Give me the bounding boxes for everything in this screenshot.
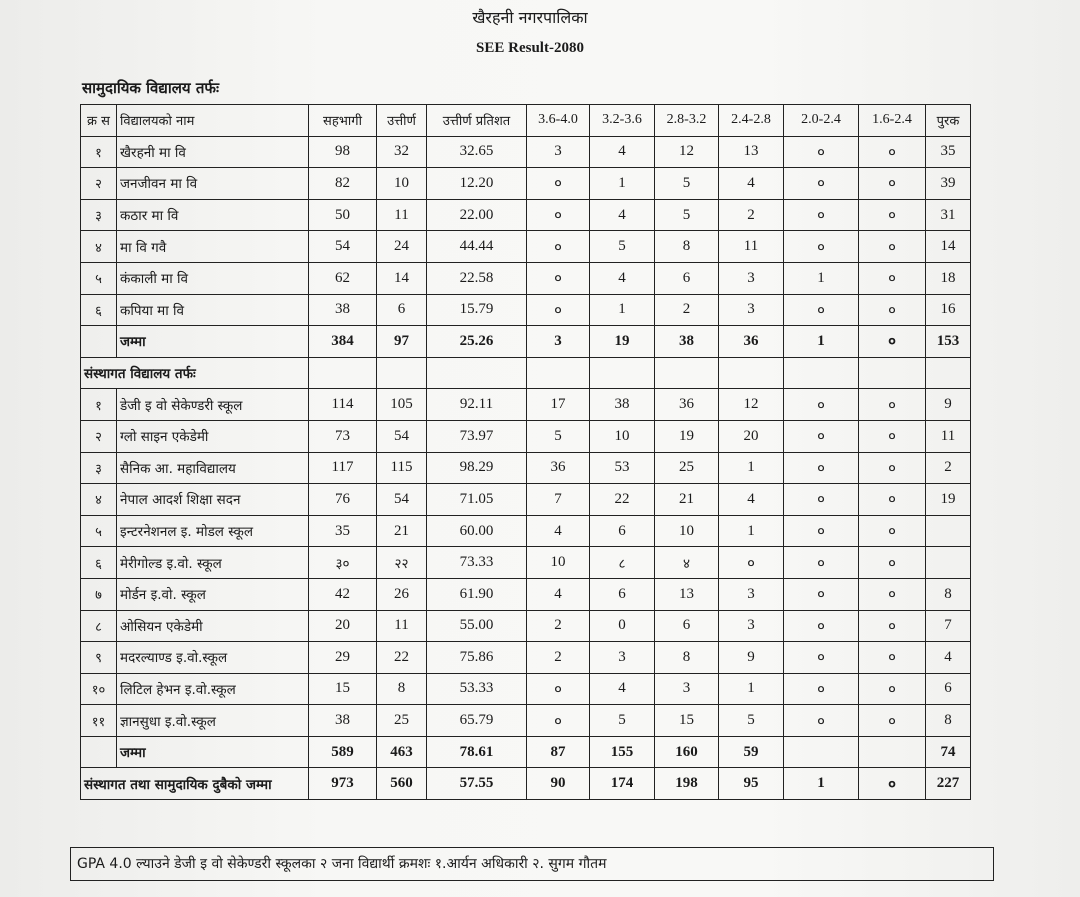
table-cell: 17 xyxy=(527,389,590,421)
table-cell: 1 xyxy=(590,294,655,326)
table-cell: ० xyxy=(859,294,926,326)
table-cell: ० xyxy=(527,262,590,294)
table-cell: ० xyxy=(784,547,859,579)
table-cell: ० xyxy=(784,578,859,610)
table-cell: 16 xyxy=(926,294,971,326)
table-row xyxy=(81,231,971,263)
table-cell: 38 xyxy=(309,705,377,737)
table-cell: 73 xyxy=(309,420,377,452)
empty-cell xyxy=(527,357,590,389)
table-cell: 50 xyxy=(309,199,377,231)
table-row xyxy=(81,420,971,452)
table-cell: ० xyxy=(859,452,926,484)
table-cell: ८ xyxy=(590,547,655,579)
table-cell: ६ xyxy=(81,294,117,326)
table-cell: 44.44 xyxy=(427,231,527,263)
empty-cell xyxy=(719,357,784,389)
table-cell: 2 xyxy=(655,294,719,326)
column-header: 2.4-2.8 xyxy=(719,105,784,137)
table-cell: 35 xyxy=(309,515,377,547)
table-cell: 6 xyxy=(377,294,427,326)
table-cell: 4 xyxy=(527,578,590,610)
table-row xyxy=(81,610,971,642)
table-cell: 38 xyxy=(309,294,377,326)
grand-total-label-cell xyxy=(81,768,309,800)
table-cell: 11 xyxy=(719,231,784,263)
table-cell: 53 xyxy=(590,452,655,484)
table-cell: 20 xyxy=(719,420,784,452)
table-cell: 25.26 xyxy=(427,326,527,358)
table-cell: जम्मा xyxy=(117,736,309,768)
table-cell: 15.79 xyxy=(427,294,527,326)
table-cell: 105 xyxy=(377,389,427,421)
table-cell: 61.90 xyxy=(427,578,527,610)
table-cell: 31 xyxy=(926,199,971,231)
results-table xyxy=(80,104,971,800)
table-cell: 2 xyxy=(527,642,590,674)
table-cell: 10 xyxy=(655,515,719,547)
table-cell xyxy=(81,736,117,768)
table-cell: कपिया मा वि xyxy=(117,294,309,326)
table-cell: 25 xyxy=(655,452,719,484)
table-cell: 38 xyxy=(590,389,655,421)
table-cell: 1 xyxy=(719,515,784,547)
table-cell: 13 xyxy=(655,578,719,610)
table-cell: कठार मा वि xyxy=(117,199,309,231)
table-cell xyxy=(926,515,971,547)
table-cell: 6 xyxy=(590,578,655,610)
table-row xyxy=(81,673,971,705)
table-cell: 3 xyxy=(655,673,719,705)
table-cell: ० xyxy=(859,610,926,642)
table-cell: 36 xyxy=(655,389,719,421)
table-cell: 8 xyxy=(926,705,971,737)
table-cell: 1 xyxy=(719,452,784,484)
table-cell: 82 xyxy=(309,168,377,200)
table-cell: 22 xyxy=(377,642,427,674)
table-cell: ० xyxy=(527,705,590,737)
table-row xyxy=(81,168,971,200)
table-cell: 36 xyxy=(719,326,784,358)
table-cell: 4 xyxy=(590,199,655,231)
table-cell: 22 xyxy=(590,484,655,516)
table-cell: 20 xyxy=(309,610,377,642)
table-cell: 4 xyxy=(527,515,590,547)
table-cell: ग्लो साइन एकेडेमी xyxy=(117,420,309,452)
table-cell: 1 xyxy=(719,673,784,705)
table-cell: 32.65 xyxy=(427,136,527,168)
table-cell: ० xyxy=(859,642,926,674)
table-cell: ५ xyxy=(81,515,117,547)
table-cell: 15 xyxy=(655,705,719,737)
table-cell: 54 xyxy=(377,484,427,516)
table-cell: ० xyxy=(859,578,926,610)
table-cell: 10 xyxy=(377,168,427,200)
table-cell: 15 xyxy=(309,673,377,705)
table-cell: ११ xyxy=(81,705,117,737)
table-cell: 8 xyxy=(926,578,971,610)
table-cell: २ xyxy=(81,168,117,200)
table-cell: 95 xyxy=(719,768,784,800)
table-cell: इन्टरनेशनल इ. मोडल स्कूल xyxy=(117,515,309,547)
table-cell: 12 xyxy=(719,389,784,421)
table-cell: 11 xyxy=(377,610,427,642)
table-cell: 3 xyxy=(719,610,784,642)
table-cell: मोर्डन इ.वो. स्कूल xyxy=(117,578,309,610)
table-cell: 36 xyxy=(527,452,590,484)
table-cell: 589 xyxy=(309,736,377,768)
column-header: क्र स xyxy=(81,105,117,137)
table-cell: ४ xyxy=(655,547,719,579)
table-cell: २ xyxy=(81,420,117,452)
table-cell: 4 xyxy=(590,673,655,705)
empty-cell xyxy=(655,357,719,389)
table-cell: 60.00 xyxy=(427,515,527,547)
empty-cell xyxy=(590,357,655,389)
table-row xyxy=(81,452,971,484)
table-cell: 11 xyxy=(926,420,971,452)
table-cell: 11 xyxy=(377,199,427,231)
table-cell: मदरल्याण्ड इ.वो.स्कूल xyxy=(117,642,309,674)
table-cell: ० xyxy=(527,168,590,200)
table-cell: १ xyxy=(81,389,117,421)
table-cell: 59 xyxy=(719,736,784,768)
table-cell: ० xyxy=(859,420,926,452)
table-cell: ० xyxy=(784,484,859,516)
table-cell: 97 xyxy=(377,326,427,358)
table-cell: 1 xyxy=(590,168,655,200)
table-cell: 5 xyxy=(655,168,719,200)
table-cell: 54 xyxy=(309,231,377,263)
table-cell: 227 xyxy=(926,768,971,800)
table-row xyxy=(81,136,971,168)
document-title: SEE Result-2080 xyxy=(476,40,584,56)
table-cell: ० xyxy=(859,768,926,800)
table-cell: ज्ञानसुधा इ.वो.स्कूल xyxy=(117,705,309,737)
table-cell: 18 xyxy=(926,262,971,294)
column-header: 1.6-2.4 xyxy=(859,105,926,137)
table-cell: ३ xyxy=(81,199,117,231)
table-cell: 55.00 xyxy=(427,610,527,642)
table-cell: 5 xyxy=(590,705,655,737)
table-cell: नेपाल आदर्श शिक्षा सदन xyxy=(117,484,309,516)
table-cell: ४ xyxy=(81,484,117,516)
table-cell: 3 xyxy=(719,578,784,610)
community-total-row xyxy=(81,326,971,358)
table-cell: 39 xyxy=(926,168,971,200)
table-cell: 6 xyxy=(926,673,971,705)
table-cell: 87 xyxy=(527,736,590,768)
table-cell: 160 xyxy=(655,736,719,768)
table-cell: ० xyxy=(527,231,590,263)
table-cell: 115 xyxy=(377,452,427,484)
table-row xyxy=(81,642,971,674)
empty-cell xyxy=(377,357,427,389)
table-cell: ० xyxy=(784,515,859,547)
column-header: उत्तीर्ण xyxy=(377,105,427,137)
column-header: उत्तीर्ण प्रतिशत xyxy=(427,105,527,137)
table-cell: कंकाली मा वि xyxy=(117,262,309,294)
table-header-row xyxy=(81,105,971,137)
table-cell: 35 xyxy=(926,136,971,168)
table-cell: 463 xyxy=(377,736,427,768)
table-cell: 973 xyxy=(309,768,377,800)
table-row xyxy=(81,547,971,579)
section-heading-row xyxy=(81,357,971,389)
table-cell: ० xyxy=(859,262,926,294)
table-cell: ० xyxy=(859,136,926,168)
table-cell: 8 xyxy=(655,231,719,263)
table-cell: ० xyxy=(784,231,859,263)
table-cell: ८ xyxy=(81,610,117,642)
table-cell: 0 xyxy=(590,610,655,642)
table-cell: 198 xyxy=(655,768,719,800)
table-cell: 73.97 xyxy=(427,420,527,452)
table-cell: 42 xyxy=(309,578,377,610)
table-cell: 10 xyxy=(590,420,655,452)
table-row xyxy=(81,484,971,516)
table-cell: ० xyxy=(784,136,859,168)
table-cell: ० xyxy=(784,294,859,326)
column-header: विद्यालयको नाम xyxy=(117,105,309,137)
table-row xyxy=(81,199,971,231)
table-cell: 22.58 xyxy=(427,262,527,294)
table-cell: 38 xyxy=(655,326,719,358)
table-row xyxy=(81,578,971,610)
table-cell: 6 xyxy=(590,515,655,547)
table-cell: ० xyxy=(527,294,590,326)
table-cell: ७ xyxy=(81,578,117,610)
column-header: 2.8-3.2 xyxy=(655,105,719,137)
table-cell: 26 xyxy=(377,578,427,610)
table-cell: ओसियन एकेडेमी xyxy=(117,610,309,642)
table-cell: 4 xyxy=(719,484,784,516)
table-cell: जम्मा xyxy=(117,326,309,358)
table-cell: ० xyxy=(859,705,926,737)
table-cell: 75.86 xyxy=(427,642,527,674)
table-cell: ० xyxy=(859,389,926,421)
table-cell: 3 xyxy=(590,642,655,674)
table-cell: खैरहनी मा वि xyxy=(117,136,309,168)
table-cell: 98 xyxy=(309,136,377,168)
table-cell: ० xyxy=(784,389,859,421)
table-cell: ० xyxy=(784,673,859,705)
table-cell: 4 xyxy=(719,168,784,200)
table-cell: 153 xyxy=(926,326,971,358)
table-cell: 3 xyxy=(527,326,590,358)
table-cell: ० xyxy=(859,199,926,231)
table-row xyxy=(81,294,971,326)
table-cell: 74 xyxy=(926,736,971,768)
column-header: 2.0-2.4 xyxy=(784,105,859,137)
table-cell: 19 xyxy=(590,326,655,358)
table-cell: 1 xyxy=(784,768,859,800)
table-cell: ० xyxy=(527,199,590,231)
table-cell: २२ xyxy=(377,547,427,579)
table-cell: 78.61 xyxy=(427,736,527,768)
table-cell: 14 xyxy=(926,231,971,263)
table-cell: 3 xyxy=(719,262,784,294)
table-cell: ९ xyxy=(81,642,117,674)
table-cell: मा वि गवै xyxy=(117,231,309,263)
table-cell: 4 xyxy=(590,262,655,294)
table-cell: 25 xyxy=(377,705,427,737)
table-cell: 22.00 xyxy=(427,199,527,231)
table-cell: 114 xyxy=(309,389,377,421)
table-cell: 6 xyxy=(655,262,719,294)
table-cell xyxy=(926,547,971,579)
table-cell: सैनिक आ. महाविद्यालय xyxy=(117,452,309,484)
empty-cell xyxy=(859,357,926,389)
table-cell: 62 xyxy=(309,262,377,294)
table-cell: 71.05 xyxy=(427,484,527,516)
table-cell xyxy=(784,736,859,768)
table-cell: 2 xyxy=(926,452,971,484)
table-cell: 19 xyxy=(926,484,971,516)
table-cell: 5 xyxy=(655,199,719,231)
table-cell: 7 xyxy=(527,484,590,516)
table-cell: 12.20 xyxy=(427,168,527,200)
table-cell xyxy=(859,736,926,768)
table-cell: 8 xyxy=(655,642,719,674)
table-cell: 1 xyxy=(784,262,859,294)
table-cell: 155 xyxy=(590,736,655,768)
footer-note: GPA 4.0 ल्याउने डेजी इ वो सेकेण्डरी स्कूलका २ जना विद्यार्थी क्रमशः १.आर्यन अधिकारी २. सुगम गौतम xyxy=(70,847,994,881)
table-cell: ० xyxy=(859,231,926,263)
table-cell: 5 xyxy=(590,231,655,263)
table-cell: 117 xyxy=(309,452,377,484)
table-cell: 174 xyxy=(590,768,655,800)
table-cell: 29 xyxy=(309,642,377,674)
table-cell: ० xyxy=(784,705,859,737)
table-cell: 3 xyxy=(719,294,784,326)
table-cell: ० xyxy=(859,168,926,200)
table-cell: 98.29 xyxy=(427,452,527,484)
table-cell: ३० xyxy=(309,547,377,579)
empty-cell xyxy=(784,357,859,389)
table-cell: 24 xyxy=(377,231,427,263)
grand-total-row xyxy=(81,768,971,800)
table-cell: 4 xyxy=(926,642,971,674)
table-cell: 21 xyxy=(655,484,719,516)
table-cell: 6 xyxy=(655,610,719,642)
table-cell: 76 xyxy=(309,484,377,516)
table-cell: 5 xyxy=(719,705,784,737)
table-cell: डेजी इ वो सेकेण्डरी स्कूल xyxy=(117,389,309,421)
table-cell: ५ xyxy=(81,262,117,294)
table-cell: ० xyxy=(859,515,926,547)
table-cell: 1 xyxy=(784,326,859,358)
table-cell: 3 xyxy=(527,136,590,168)
table-cell: ० xyxy=(784,642,859,674)
table-cell: 10 xyxy=(527,547,590,579)
table-cell: ४ xyxy=(81,231,117,263)
table-cell: 8 xyxy=(377,673,427,705)
table-cell: ० xyxy=(859,484,926,516)
table-cell: ३ xyxy=(81,452,117,484)
table-cell: 53.33 xyxy=(427,673,527,705)
table-cell xyxy=(81,326,117,358)
table-cell: ० xyxy=(859,547,926,579)
institutional-total-row xyxy=(81,736,971,768)
table-cell: 4 xyxy=(590,136,655,168)
table-cell: ० xyxy=(784,199,859,231)
table-cell: 92.11 xyxy=(427,389,527,421)
table-cell: 21 xyxy=(377,515,427,547)
municipality-name: खैरहनी नगरपालिका xyxy=(472,8,588,27)
table-cell: 32 xyxy=(377,136,427,168)
table-cell: लिटिल हेभन इ.वो.स्कूल xyxy=(117,673,309,705)
table-cell: १० xyxy=(81,673,117,705)
table-cell: ० xyxy=(527,673,590,705)
table-cell: 384 xyxy=(309,326,377,358)
table-cell: 12 xyxy=(655,136,719,168)
table-cell: 73.33 xyxy=(427,547,527,579)
table-cell: 65.79 xyxy=(427,705,527,737)
table-cell: ० xyxy=(784,168,859,200)
section-heading-institutional: संस्थागत विद्यालय तर्फः xyxy=(81,357,309,389)
table-cell: ० xyxy=(784,420,859,452)
table-row xyxy=(81,705,971,737)
table-cell: 560 xyxy=(377,768,427,800)
table-cell: 9 xyxy=(719,642,784,674)
table-cell: जनजीवन मा वि xyxy=(117,168,309,200)
table-cell: ० xyxy=(719,547,784,579)
table-row xyxy=(81,515,971,547)
table-cell: 19 xyxy=(655,420,719,452)
column-header: पुरक xyxy=(926,105,971,137)
table-cell: 2 xyxy=(527,610,590,642)
empty-cell xyxy=(926,357,971,389)
section-heading-community: सामुदायिक विद्यालय तर्फः xyxy=(82,79,219,97)
table-row xyxy=(81,262,971,294)
column-header: 3.2-3.6 xyxy=(590,105,655,137)
table-cell: मेरीगोल्ड इ.वो. स्कूल xyxy=(117,547,309,579)
empty-cell xyxy=(309,357,377,389)
grand-total-label: संस्थागत तथा सामुदायिक दुबैको जम्मा xyxy=(84,776,272,793)
table-cell: ६ xyxy=(81,547,117,579)
table-cell: 9 xyxy=(926,389,971,421)
column-header: सहभागी xyxy=(309,105,377,137)
table-cell: 13 xyxy=(719,136,784,168)
table-cell: 14 xyxy=(377,262,427,294)
empty-cell xyxy=(427,357,527,389)
table-cell: 5 xyxy=(527,420,590,452)
table-cell: ० xyxy=(859,326,926,358)
table-cell: 54 xyxy=(377,420,427,452)
table-cell: 2 xyxy=(719,199,784,231)
table-cell: 90 xyxy=(527,768,590,800)
table-row xyxy=(81,389,971,421)
column-header: 3.6-4.0 xyxy=(527,105,590,137)
table-cell: 57.55 xyxy=(427,768,527,800)
table-cell: ० xyxy=(859,673,926,705)
table-cell: १ xyxy=(81,136,117,168)
table-cell: 7 xyxy=(926,610,971,642)
table-cell: ० xyxy=(784,452,859,484)
table-cell: ० xyxy=(784,610,859,642)
